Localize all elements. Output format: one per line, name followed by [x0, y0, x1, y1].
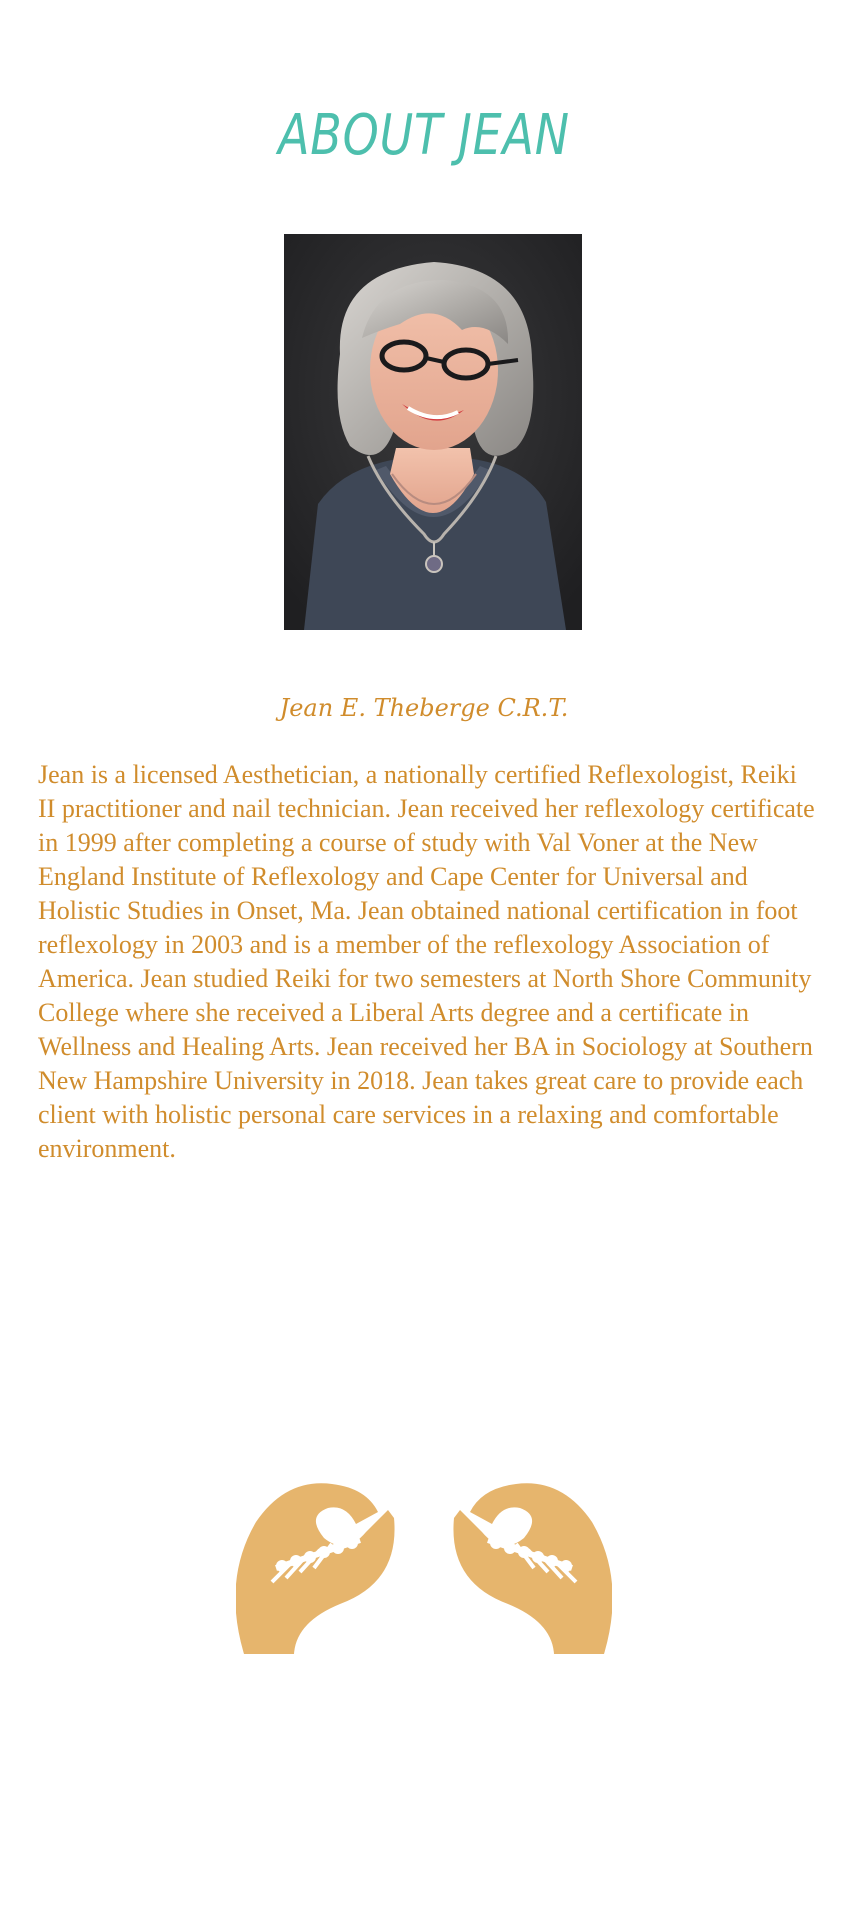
left-paisley-icon [236, 1483, 395, 1654]
right-paisley-icon [453, 1483, 612, 1654]
subtitle: Jean E. Theberge C.R.T. [279, 694, 569, 722]
portrait-photo [284, 234, 582, 630]
bio-paragraph: Jean is a licensed Aesthetician, a nationally certified Reflexologist, Reiki II practitioner and nail technician. Jean received her reflexology certificate in 1999 after completing a course of study with Val Voner at the New England Institute of Reflexology and Cape Center for Universal and Holistic Studies in Onset, Ma. Jean obtained national certification in foot reflexology in 2003 and is a member of the reflexology Association of America. Jean studied Reiki for two semesters at North Shore Community College where she received a Liberal Arts degree and a certificate in Wellness and Healing Arts. Jean received her BA in Sociology at Southern New Hampshire University in 2018. Jean takes great care to provide each client with holistic personal care services in a relaxing and comfortable environment. [38, 760, 815, 1163]
paisley-ornament [236, 1482, 612, 1654]
page-title: ABOUT JEAN [278, 103, 570, 168]
